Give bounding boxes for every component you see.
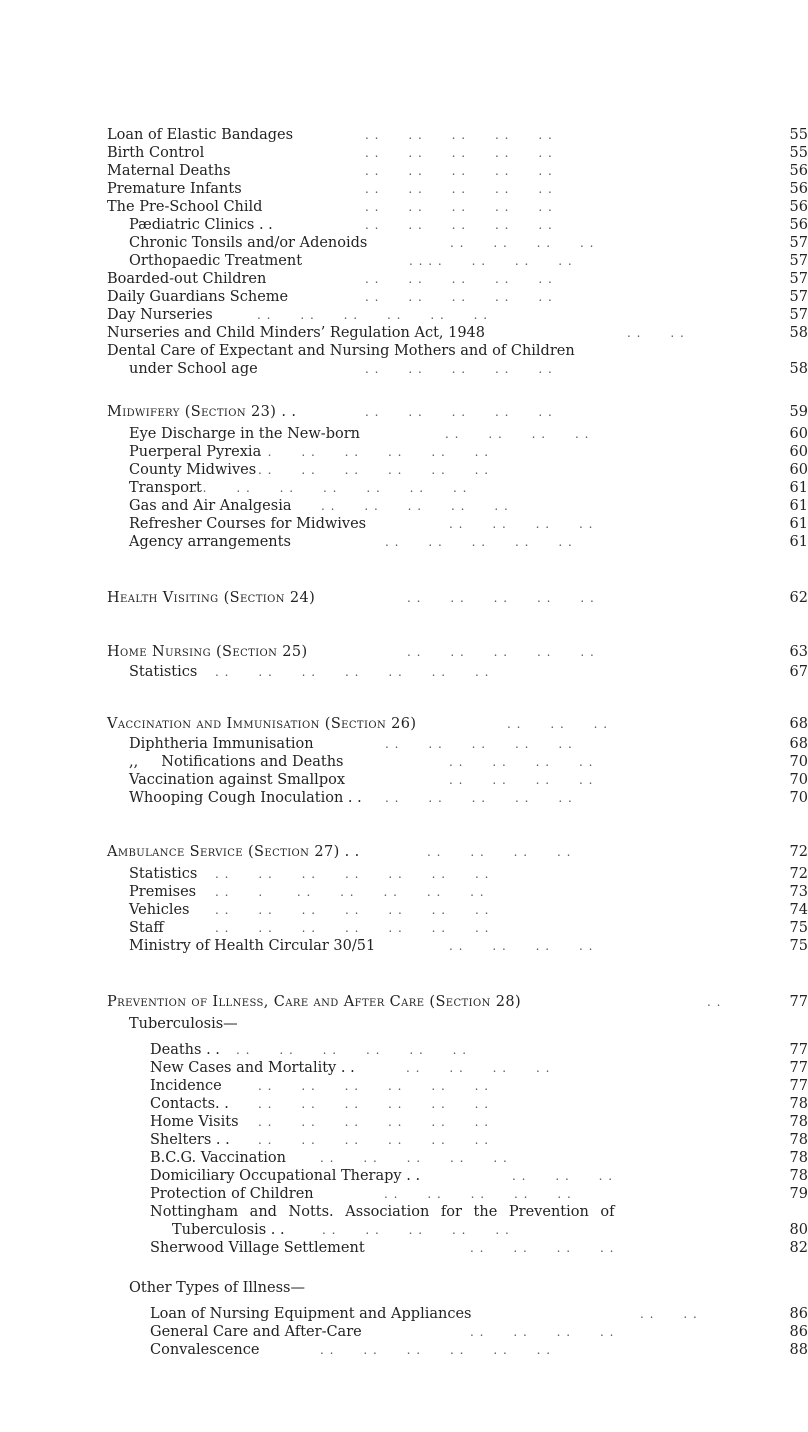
leader-dots: . . . . . . . . xyxy=(449,773,594,787)
entry-title: Protection of Children xyxy=(150,1186,314,1202)
entry-page: 56 xyxy=(789,217,808,233)
entry-page: 57 xyxy=(789,271,808,287)
section-title: Midwifery (Section 23) . . xyxy=(107,404,297,420)
entry-title: Shelters . . xyxy=(150,1132,230,1148)
entry-title: Loan of Elastic Bandages xyxy=(107,127,294,143)
entry-page: 60 xyxy=(789,462,808,478)
entry-page: 79 xyxy=(789,1186,808,1202)
entry-title: Pædiatric Clinics . . xyxy=(129,217,273,233)
section-page: 77 xyxy=(789,994,808,1010)
entry-page: 77 xyxy=(789,1060,808,1076)
leader-dots: . . . . . . . . . . . . . . xyxy=(193,481,468,495)
entry-page: 60 xyxy=(789,426,808,442)
leader-dots: . . . . . . . . . . xyxy=(365,146,553,160)
entry-title: Puerperal Pyrexia xyxy=(129,444,262,460)
entry-title: Deaths . . xyxy=(150,1042,220,1058)
leader-dots: . . . . . . . . . . . . xyxy=(320,1343,552,1357)
entry-title: Sherwood Village Settlement xyxy=(150,1240,365,1256)
entry-title: The Pre-School Child xyxy=(107,199,263,215)
entry-title: Staff xyxy=(129,920,164,936)
leader-dots: . . . . . . . . . . xyxy=(321,499,509,513)
section-page: 72 xyxy=(789,844,808,860)
entry-page: 78 xyxy=(789,1096,808,1112)
leader-dots: . . . . . . . . xyxy=(445,427,590,441)
leader-dots: . . . . . . . . . . . . . . xyxy=(215,903,490,917)
entry-title: Gas and Air Analgesia xyxy=(129,498,292,514)
leader-dots: . . . . . . . . . . xyxy=(407,591,595,605)
entry-title: Statistics xyxy=(129,866,198,882)
entry-page: 78 xyxy=(789,1168,808,1184)
leader-dots: . . . . . . . . . . . . . . xyxy=(215,921,490,935)
entry-title: County Midwives xyxy=(129,462,257,478)
entry-title: Agency arrangements xyxy=(129,534,291,550)
entry-page: 57 xyxy=(789,307,808,323)
leader-dots: . . . . . . . . . . xyxy=(365,272,553,286)
entry-page: 72 xyxy=(789,866,808,882)
entry-title: Refresher Courses for Midwives xyxy=(129,516,367,532)
entry-title: Orthopaedic Treatment xyxy=(129,253,303,269)
entry-title: Home Visits xyxy=(150,1114,239,1130)
entry-page: 58 xyxy=(789,325,808,341)
entry-title: Eye Discharge in the New-born xyxy=(129,426,360,442)
subsection-title: Tuberculosis— xyxy=(129,1016,238,1032)
leader-dots: . . . . . . . . . . . . . xyxy=(215,885,485,899)
subsection-title: Other Types of Illness— xyxy=(129,1280,305,1296)
leader-dots: . . . . . . xyxy=(507,717,609,731)
entry-page: 56 xyxy=(789,199,808,215)
entry-page: 80 xyxy=(789,1222,808,1238)
entry-page: 55 xyxy=(789,145,808,161)
leader-dots: . . . . . . . . xyxy=(449,755,594,769)
entry-page: 56 xyxy=(789,163,808,179)
leader-dots: . . . . . . . . . . xyxy=(407,645,595,659)
leader-dots: . . . . . . . . xyxy=(470,1325,615,1339)
entry-title: Daily Guardians Scheme xyxy=(107,289,289,305)
entry-title: Day Nurseries xyxy=(107,307,213,323)
entry-page: 78 xyxy=(789,1114,808,1130)
entry-page: 70 xyxy=(789,790,808,806)
entry-title: ,, Notifications and Deaths xyxy=(129,754,344,770)
leader-dots: . . xyxy=(707,995,722,1009)
leader-dots: . . . . . . . . . . xyxy=(385,791,573,805)
entry-title: Premature Infants xyxy=(107,181,242,197)
entry-title: Convalescence xyxy=(150,1342,260,1358)
leader-dots: . . . . . . . . . . . . . . xyxy=(215,867,490,881)
leader-dots: . . . . . . . . . . xyxy=(365,218,553,232)
entry-page: 60 xyxy=(789,444,808,460)
entry-page: 68 xyxy=(789,736,808,752)
leader-dots: . . . . . . . . . . xyxy=(365,164,553,178)
entry-title: Loan of Nursing Equipment and Appliances xyxy=(150,1306,472,1322)
entry-page: 78 xyxy=(789,1132,808,1148)
entry-title: Premises xyxy=(129,884,197,900)
entry-title: Transport xyxy=(129,480,202,496)
leader-dots: . . . . . . . . . . xyxy=(384,1187,572,1201)
entry-page: 73 xyxy=(789,884,808,900)
leader-dots: . . . . xyxy=(640,1307,698,1321)
entry-page: 74 xyxy=(789,902,808,918)
leader-dots: . . . . . . xyxy=(512,1169,614,1183)
section-title: Health Visiting (Section 24) xyxy=(107,590,316,606)
entry-page: 57 xyxy=(789,235,808,251)
entry-page: 77 xyxy=(789,1078,808,1094)
entry-title: Birth Control xyxy=(107,145,205,161)
section-title: Prevention of Illness, Care and After Care (Section 28) xyxy=(107,994,522,1010)
leader-dots: . . . . . . . . . . xyxy=(365,405,553,419)
entry-page: 67 xyxy=(789,664,808,680)
entry-title: Contacts. . xyxy=(150,1096,229,1112)
entry-title: Nottingham and Notts. Association for the Prevention of xyxy=(150,1204,615,1220)
leader-dots: . . . . . . . . xyxy=(449,939,594,953)
leader-dots: . . . . . . . . . . xyxy=(365,362,553,376)
entry-page: 55 xyxy=(789,127,808,143)
leader-dots: . . . . . . . . . . xyxy=(409,254,573,268)
leader-dots: . . . . . . . . xyxy=(406,1061,551,1075)
leader-dots: . . . . . . . . . . . . xyxy=(258,463,490,477)
entry-title: B.C.G. Vaccination xyxy=(150,1150,286,1166)
leader-dots: . . . . . . . . . . xyxy=(365,200,553,214)
leader-dots: . . . . . . . . xyxy=(470,1241,615,1255)
entry-page: 75 xyxy=(789,938,808,954)
entry-title: Tuberculosis . . xyxy=(172,1222,285,1238)
entry-title: Chronic Tonsils and/or Adenoids xyxy=(129,235,368,251)
entry-title: Ministry of Health Circular 30/51 xyxy=(129,938,376,954)
entry-page: 58 xyxy=(789,361,808,377)
leader-dots: . . . . . . . . . . xyxy=(365,128,553,142)
entry-page: 78 xyxy=(789,1150,808,1166)
leader-dots: . . . . . . . . . . . . xyxy=(236,1043,468,1057)
entry-page: 61 xyxy=(789,498,808,514)
entry-page: 70 xyxy=(789,772,808,788)
leader-dots: . . . . . . . . . . xyxy=(320,1151,508,1165)
leader-dots: . . . . . . . . . . xyxy=(322,1223,510,1237)
section-page: 62 xyxy=(789,590,808,606)
entry-page: 86 xyxy=(789,1306,808,1322)
entry-title: Maternal Deaths xyxy=(107,163,231,179)
section-page: 63 xyxy=(789,644,808,660)
leader-dots: . . . . . . . . xyxy=(427,845,572,859)
entry-title: Vehicles xyxy=(129,902,190,918)
section-page: 59 xyxy=(789,404,808,420)
entry-title: under School age xyxy=(129,361,258,377)
entry-page: 75 xyxy=(789,920,808,936)
entry-page: 86 xyxy=(789,1324,808,1340)
entry-title: Domiciliary Occupational Therapy . . xyxy=(150,1168,421,1184)
section-title: Home Nursing (Section 25) xyxy=(107,644,308,660)
entry-page: 61 xyxy=(789,516,808,532)
leader-dots: . . . . xyxy=(627,326,685,340)
leader-dots: . . . . . . . . xyxy=(450,236,595,250)
leader-dots: . . . . . . . . . . . . xyxy=(258,1079,490,1093)
leader-dots: . . . . . . . . . . . . . . xyxy=(215,665,490,679)
entry-page: 57 xyxy=(789,289,808,305)
leader-dots: . . . . . . . . . . . . xyxy=(258,1115,490,1129)
leader-dots: . . . . . . . . . . xyxy=(385,535,573,549)
entry-page: 56 xyxy=(789,181,808,197)
entry-page: 82 xyxy=(789,1240,808,1256)
entry-page: 77 xyxy=(789,1042,808,1058)
entry-title: Incidence xyxy=(150,1078,222,1094)
leader-dots: . . . . . . . . . . xyxy=(385,737,573,751)
entry-title: Boarded-out Children xyxy=(107,271,267,287)
entry-page: 57 xyxy=(789,253,808,269)
entry-title: New Cases and Mortality . . xyxy=(150,1060,355,1076)
leader-dots: . . . . . . . . . . . . xyxy=(257,308,489,322)
entry-page: 61 xyxy=(789,534,808,550)
entry-page: 88 xyxy=(789,1342,808,1358)
leader-dots: . . . . . . . . . . . . xyxy=(258,1097,490,1111)
leader-dots: . . . . . . . . . . . . xyxy=(258,1133,490,1147)
entry-page: 61 xyxy=(789,480,808,496)
leader-dots: . . . . . . . . . . xyxy=(365,182,553,196)
entry-title: Whooping Cough Inoculation . . xyxy=(129,790,362,806)
entry-title: Statistics xyxy=(129,664,198,680)
section-title: Vaccination and Immunisation (Section 26) xyxy=(107,716,417,732)
entry-title: Diphtheria Immunisation xyxy=(129,736,314,752)
entry-title: Dental Care of Expectant and Nursing Mothers and of Children xyxy=(107,343,575,359)
leader-dots: . . . . . . . . . . . . xyxy=(258,445,490,459)
entry-title: Vaccination against Smallpox xyxy=(129,772,346,788)
entry-title: Nurseries and Child Minders’ Regulation Act, 1948 xyxy=(107,325,486,341)
section-title: Ambulance Service (Section 27) . . xyxy=(107,844,360,860)
entry-page: 70 xyxy=(789,754,808,770)
leader-dots: . . . . . . . . . . xyxy=(365,290,553,304)
entry-title: General Care and After-Care xyxy=(150,1324,362,1340)
section-page: 68 xyxy=(789,716,808,732)
leader-dots: . . . . . . . . xyxy=(449,517,594,531)
